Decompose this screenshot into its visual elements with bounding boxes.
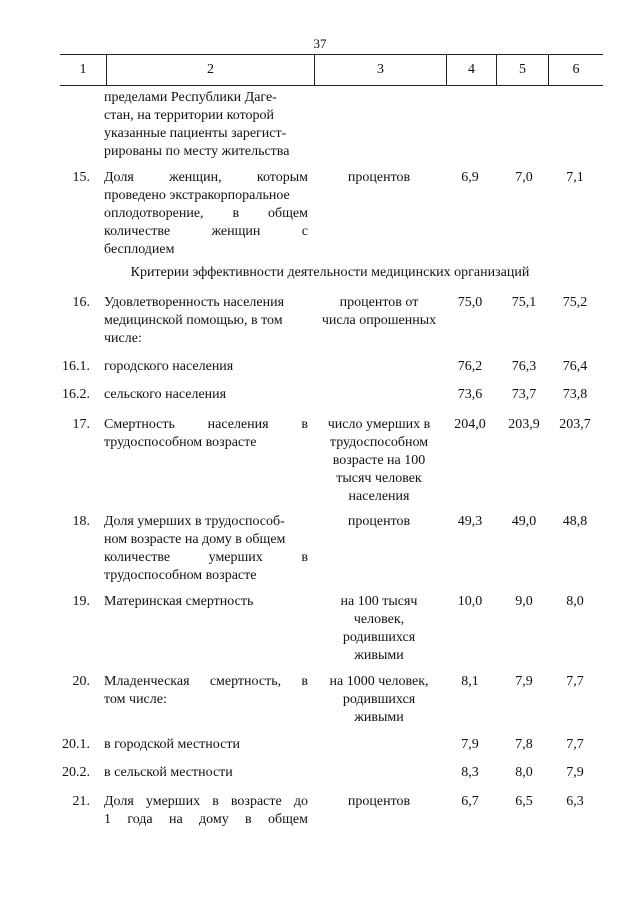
text-line: возрасте на 100 (332, 453, 426, 468)
text-line: медицинской помощью, в том (104, 313, 283, 328)
row-description (104, 386, 308, 404)
value-col-4: 8,1 (461, 674, 479, 689)
text-line: том числе: (104, 692, 167, 707)
text-line: пределами Республики Даге- (104, 90, 277, 105)
word: на (168, 812, 183, 827)
header-col-3: 3 (377, 62, 384, 77)
table-header (60, 54, 603, 86)
word: года (127, 812, 153, 827)
text-line: указанные пациенты зарегист- (104, 126, 287, 141)
row-number: 20.1. (62, 737, 90, 752)
header-col-6: 6 (572, 62, 580, 77)
header-col-2: 2 (207, 62, 214, 77)
word: Доля (104, 170, 134, 185)
text-line: человек, (353, 612, 405, 627)
row-unit (316, 793, 442, 811)
word: смертность, (209, 674, 282, 689)
text-line: стан, на территории которой (104, 108, 274, 123)
text-line (104, 223, 308, 241)
text-line: населения (348, 489, 410, 504)
row-description (104, 736, 308, 754)
word: количестве (104, 550, 171, 565)
row-unit (316, 294, 442, 330)
row-number: 16. (72, 295, 90, 310)
text-line: бесплодием (104, 242, 175, 257)
row-description (104, 169, 308, 259)
text-line: на 1000 человек, (329, 674, 429, 689)
word: в (301, 674, 308, 689)
word: Смертность (104, 417, 175, 432)
value-col-4: 73,6 (457, 387, 483, 402)
value-col-4: 6,7 (461, 794, 479, 809)
text-line: число умерших в (327, 417, 431, 432)
word: с (301, 224, 308, 239)
word: в (245, 812, 252, 827)
text-line: числе: (104, 331, 142, 346)
value-col-5: 7,0 (515, 170, 533, 185)
word: населения (207, 417, 269, 432)
row-description (104, 593, 308, 611)
word: возрасте (230, 794, 282, 809)
value-col-4: 75,0 (457, 295, 483, 310)
text-line (104, 793, 308, 811)
word: общем (268, 206, 308, 221)
word: общем (267, 812, 308, 827)
text-line (104, 169, 308, 187)
value-col-6: 7,7 (566, 737, 584, 752)
value-col-5: 203,9 (508, 417, 540, 432)
row-description (104, 358, 308, 376)
row-description (104, 764, 308, 782)
value-col-4: 6,9 (461, 170, 479, 185)
value-col-4: 7,9 (461, 737, 479, 752)
word: до (293, 794, 308, 809)
row-unit (316, 169, 442, 187)
value-col-6: 6,3 (566, 794, 584, 809)
text-line: родившихся (342, 630, 416, 645)
value-col-5: 49,0 (511, 514, 537, 529)
text-line: процентов от (339, 295, 419, 310)
text-line: на 100 тысяч (340, 594, 418, 609)
row-number: 18. (72, 514, 90, 529)
value-col-4: 49,3 (457, 514, 483, 529)
continuation-text (104, 89, 308, 161)
value-col-4: 204,0 (454, 417, 486, 432)
value-col-6: 7,7 (566, 674, 584, 689)
word: в (232, 206, 240, 221)
value-col-6: 75,2 (562, 295, 588, 310)
row-description (104, 793, 308, 829)
text-line: числа опрошенных (321, 313, 437, 328)
value-col-4: 76,2 (457, 359, 483, 374)
word: 1 (104, 812, 111, 827)
word: умерших (208, 550, 263, 565)
value-col-6: 8,0 (566, 594, 584, 609)
header-col-5: 5 (519, 62, 526, 77)
row-unit (316, 673, 442, 727)
text-line: проведено экстракорпоральное (104, 188, 290, 203)
row-number: 17. (72, 417, 90, 432)
row-number: 21. (72, 794, 90, 809)
header-col-1: 1 (79, 62, 87, 77)
text-line (104, 416, 308, 434)
word: умерших (145, 794, 201, 809)
section-title: Критерии эффективности деятельности медицинских организаций (130, 265, 530, 280)
text-line: сельского населения (104, 387, 227, 402)
text-line: трудоспособном возрасте (104, 568, 257, 583)
row-unit (316, 416, 442, 506)
word: женщин, (169, 170, 222, 185)
word: дому (198, 812, 229, 827)
word: в (301, 417, 308, 432)
word: в (212, 794, 219, 809)
value-col-4: 8,3 (461, 765, 479, 780)
text-line: процентов (347, 170, 411, 185)
text-line: в сельской местности (104, 765, 233, 780)
text-line: в городской местности (104, 737, 240, 752)
word: количестве (104, 224, 171, 239)
text-line: рированы по месту жительства (104, 144, 290, 159)
row-description (104, 513, 308, 585)
row-description (104, 416, 308, 452)
value-col-6: 76,4 (562, 359, 588, 374)
text-line (104, 673, 308, 691)
value-col-4: 10,0 (457, 594, 483, 609)
header-col-4: 4 (468, 62, 475, 77)
row-number: 15. (72, 170, 90, 185)
row-number: 20. (72, 674, 90, 689)
row-number: 20.2. (62, 765, 90, 780)
text-line: родившихся (342, 692, 416, 707)
word: женщин (211, 224, 261, 239)
row-description (104, 294, 308, 348)
row-unit (316, 513, 442, 531)
row-unit (316, 593, 442, 665)
text-line: Удовлетворенность населения (104, 295, 285, 310)
value-col-6: 7,1 (566, 170, 584, 185)
row-number: 16.1. (62, 359, 90, 374)
value-col-5: 76,3 (511, 359, 537, 374)
value-col-5: 73,7 (511, 387, 537, 402)
text-line: живыми (354, 710, 404, 725)
value-col-6: 48,8 (562, 514, 588, 529)
text-line: Материнская смертность (104, 594, 254, 609)
value-col-5: 7,9 (515, 674, 533, 689)
value-col-5: 9,0 (515, 594, 533, 609)
value-col-5: 75,1 (511, 295, 537, 310)
text-line (104, 549, 308, 567)
text-line: городского населения (104, 359, 234, 374)
value-col-5: 6,5 (515, 794, 533, 809)
word: Младенческая (104, 674, 190, 689)
text-line (104, 205, 308, 223)
row-number: 19. (72, 594, 90, 609)
text-line: процентов (347, 794, 411, 809)
text-line: ном возрасте на дому в общем (104, 532, 286, 547)
value-col-5: 8,0 (515, 765, 533, 780)
text-line: Доля умерших в трудоспособ- (104, 514, 285, 529)
value-col-5: 7,8 (515, 737, 533, 752)
row-description (104, 673, 308, 709)
text-line: трудоспособном возрасте (104, 435, 257, 450)
text-line: трудоспособном (329, 435, 429, 450)
value-col-6: 73,8 (562, 387, 588, 402)
value-col-6: 7,9 (566, 765, 584, 780)
word: в (301, 550, 308, 565)
value-col-6: 203,7 (559, 417, 591, 432)
word: которым (256, 170, 308, 185)
page-number: 37 (313, 36, 327, 51)
text-line (104, 811, 308, 829)
row-number: 16.2. (62, 387, 90, 402)
word: оплодотворение, (104, 206, 204, 221)
text-line: тысяч человек (336, 471, 422, 486)
text-line: живыми (354, 648, 404, 663)
text-line: процентов (347, 514, 411, 529)
word: Доля (104, 794, 134, 809)
